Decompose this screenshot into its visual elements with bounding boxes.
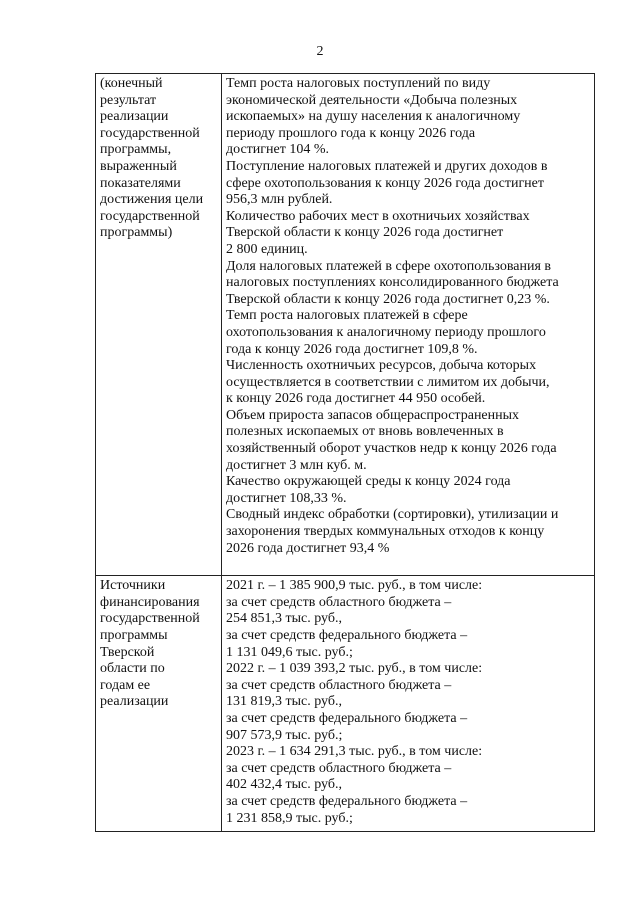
text-line: достигнет 3 млн куб. м. [226,457,367,473]
text-line: показателями [100,175,181,191]
table-row-funding-sources [96,576,595,832]
text-line: 1 131 049,6 тыс. руб.; [226,644,353,660]
text-line: сфере охотопользования к концу 2026 года достигнет [226,175,545,191]
text-line: за счет средств областного бюджета – [226,594,452,610]
text-line: экономической деятельности «Добыча полезных [226,92,518,108]
text-line: 907 573,9 тыс. руб.; [226,727,343,743]
text-line: периоду прошлого года к концу 2026 года [226,125,476,141]
text-line: Тверской области к концу 2026 года достигнет 0,23 %. [226,291,550,307]
text-line: за счет средств областного бюджета – [226,760,452,776]
text-line: Тверской области к концу 2026 года достигнет [226,225,504,241]
text-line: за счет средств федерального бюджета – [226,628,468,643]
text-line: реализации [100,694,169,710]
text-line: 131 819,3 тыс. руб., [226,694,342,710]
text-line: за счет средств областного бюджета – [226,677,452,693]
text-line: Количество рабочих мест в охотничьих хозяйствах [226,208,530,224]
row-content-funding-sources [222,576,595,832]
text-line: Доля налоговых платежей в сфере охотопользования в [226,258,552,274]
text-line: финансирования [100,594,200,610]
text-line: осуществляется в соответствии с лимитом их добычи, [226,374,550,390]
text-line: Сводный индекс обработки (сортировки), утилизации и [226,507,559,523]
text-line: выраженный [100,158,177,174]
text-line: 2026 года достигнет 93,4 % [226,540,390,556]
text-line: области по [100,661,165,677]
text-line: программы, [100,142,172,158]
text-line: Численность охотничьих ресурсов, добыча которых [226,358,537,374]
text-line: Объем прироста запасов общераспространенных [226,407,520,423]
text-line: 2023 г. – 1 634 291,3 тыс. руб., в том числе: [226,744,483,760]
table-row-expected-results [96,74,595,576]
text-line: полезных ископаемых от вновь вовлеченных в [226,424,504,440]
text-line: Поступление налоговых платежей и других доходов в [226,158,548,174]
text-line: налоговых поступлениях консолидированного бюджета [226,275,559,291]
text-line: 956,3 млн рублей. [226,192,333,208]
program-passport-table [95,73,595,832]
text-line: за счет средств федерального бюджета – [226,793,468,809]
text-line: захоронения твердых коммунальных отходов к концу [226,524,545,540]
text-line: достижения цели [100,192,204,208]
page-number: 2 [316,44,324,59]
text-line: государственной [100,125,200,141]
row-label-funding-sources [96,576,222,832]
text-line: Источники [100,578,166,594]
text-line: государственной [100,611,200,627]
row-label-expected-results [96,74,222,576]
row-content-expected-results [222,74,595,576]
text-line: результат [100,92,157,108]
text-line: (конечный [100,76,163,91]
text-line: 2 800 единиц. [226,241,308,257]
text-line: достигнет 104 %. [226,142,330,158]
text-line: государственной [100,208,200,224]
text-line: Качество окружающей среды к концу 2024 года [226,474,511,490]
text-line: программы [100,628,168,643]
text-line: достигнет 108,33 %. [226,490,347,506]
text-line: Темп роста налоговых платежей в сфере [226,308,468,324]
text-line: ископаемых» на душу населения к аналогичному [226,109,521,125]
text-line: за счет средств федерального бюджета – [226,710,468,726]
text-line: 2022 г. – 1 039 393,2 тыс. руб., в том числе: [226,661,483,677]
text-line: года к концу 2026 года достигнет 109,8 %. [226,341,478,357]
text-line: Темп роста налоговых поступлений по виду [226,76,491,91]
text-line: годам ее [100,677,151,693]
text-line: хозяйственный оборот участков недр к концу 2026 года [226,441,557,457]
text-line: программы) [100,225,173,241]
text-line: 254 851,3 тыс. руб., [226,611,342,627]
text-line: к концу 2026 года достигнет 44 950 особей. [226,391,486,407]
text-line: 2021 г. – 1 385 900,9 тыс. руб., в том числе: [226,578,483,594]
text-line: 1 231 858,9 тыс. руб.; [226,810,353,826]
text-line: 402 432,4 тыс. руб., [226,777,342,793]
text-line: охотопользования к аналогичному периоду прошлого [226,324,546,340]
cell-spacer [226,557,590,571]
text-line: Тверской [100,644,155,660]
text-line: реализации [100,109,169,125]
